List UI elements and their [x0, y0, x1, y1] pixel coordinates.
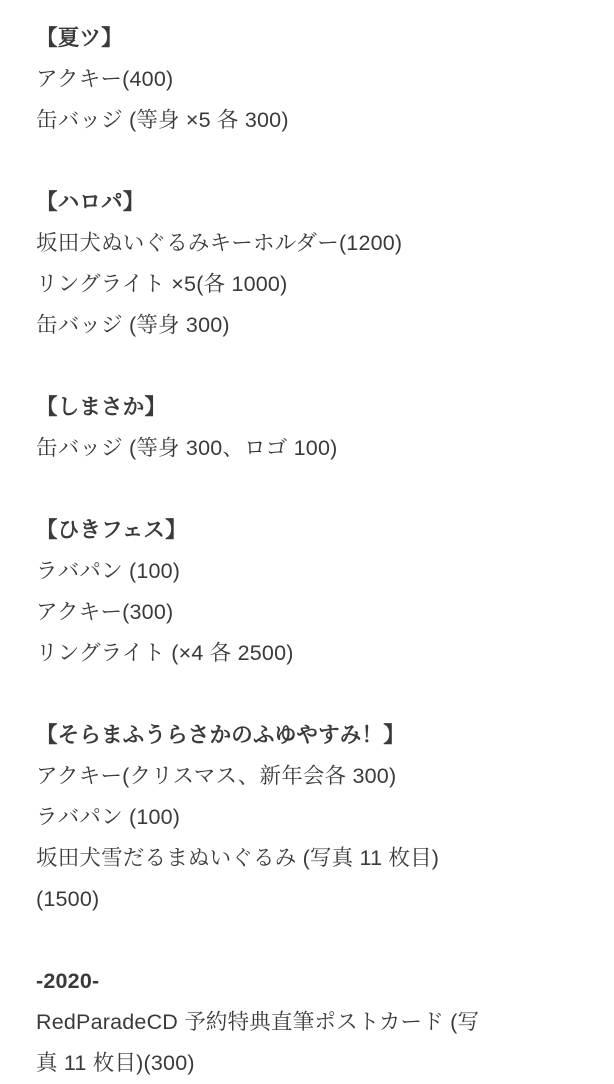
text-section [36, 18, 578, 141]
section-heading: 【ハロパ】 [36, 190, 145, 214]
section-line: 缶バッジ (等身 300) [36, 313, 230, 337]
section-line: ラバパン (100) [36, 559, 181, 583]
text-section [36, 182, 578, 346]
paragraph-spacer [36, 920, 578, 961]
paragraph-spacer [36, 469, 578, 510]
paragraph-spacer [36, 674, 578, 715]
section-line: RedParadeCD 予約特典直筆ポストカード (写 [36, 1010, 480, 1034]
section-heading: -2020- [36, 969, 100, 993]
section-line: ラバパン (100) [36, 805, 181, 829]
paragraph-spacer [36, 346, 578, 387]
text-section [36, 715, 578, 920]
section-line: アクキー(クリスマス、新年会各 300) [36, 764, 397, 788]
section-heading: 【ひきフェス】 [36, 518, 187, 542]
section-line: 缶バッジ (等身 300、ロゴ 100) [36, 436, 338, 460]
section-line: 坂田犬雪だるまぬいぐるみ (写真 11 枚目) [36, 846, 440, 870]
section-line: 坂田犬ぬいぐるみキーホルダー(1200) [36, 231, 403, 255]
section-line: リングライト (×4 各 2500) [36, 641, 294, 665]
section-heading: 【そらまふうらさかのふゆやすみ！】 [36, 723, 405, 747]
section-heading: 【夏ツ】 [36, 26, 123, 50]
section-line: 缶バッジ (等身 ×5 各 300) [36, 108, 289, 132]
paragraph-spacer [36, 141, 578, 182]
section-line: アクキー(300) [36, 600, 174, 624]
section-line: 真 11 枚目)(300) [36, 1051, 195, 1075]
section-heading: 【しまさか】 [36, 395, 167, 419]
section-line: アクキー(400) [36, 67, 174, 91]
section-line: (1500) [36, 887, 100, 911]
text-section [36, 387, 578, 469]
text-section [36, 961, 578, 1084]
text-section [36, 510, 578, 674]
section-line: リングライト ×5(各 1000) [36, 272, 288, 296]
